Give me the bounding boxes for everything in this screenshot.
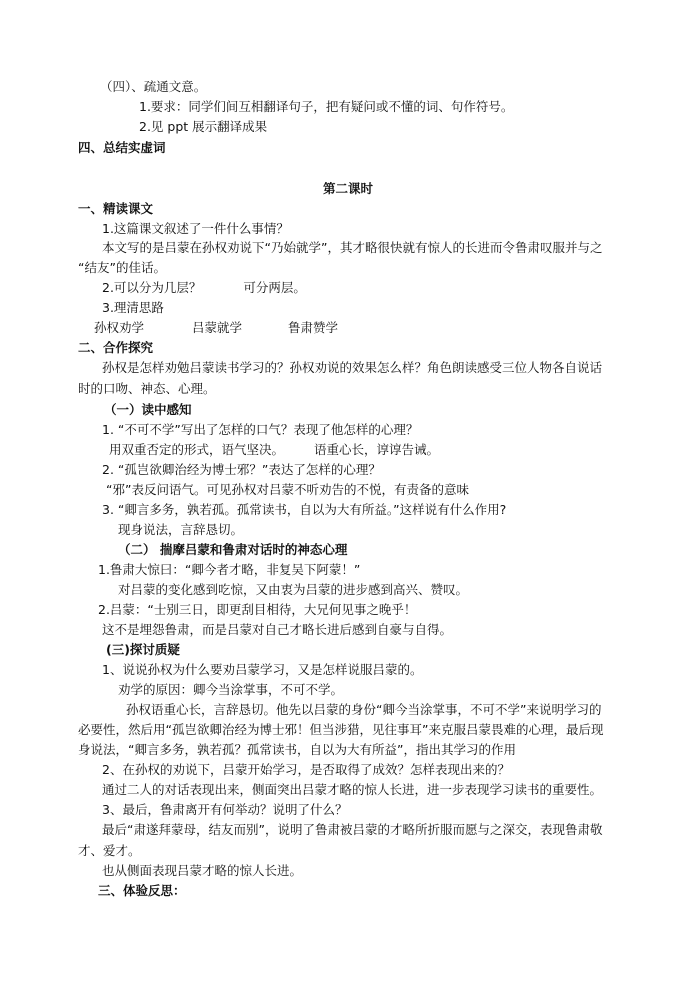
answer-1-line-1: 本文写的是吕蒙在孙权劝说下“乃始就学”，其才略很快就有惊人的长进而令鲁肃叹服并与之 — [102, 240, 603, 255]
discussion-answer-3-line-1: 最后“肃遂拜蒙母，结友而别”，说明了鲁肃被吕蒙的才略所折服而愿与之深交，表现鲁肃敬 — [102, 822, 603, 837]
dialogue-answer-2: 这不是埋怨鲁肃，而是吕蒙对自己才略长进后感到自豪与自得。 — [102, 622, 453, 637]
question-1: 1.这篇课文叙述了一件什么事情？ — [102, 221, 289, 236]
discussion-question-3: 3、最后，鲁肃离开有何举动？说明了什么？ — [102, 802, 348, 817]
answer-part: 语重心长，谆谆告诫。 — [313, 442, 439, 457]
perception-question-3: 3. “卿言多务，孰若孤。孤常读书，自以为大有所益。”这样说有什么作用? — [102, 502, 507, 517]
perception-answer-1 — [109, 441, 439, 459]
discussion-question-2: 2、在孙权的劝说下，吕蒙开始学习，是否取得了成效？怎样表现出来的？ — [102, 762, 510, 777]
ppt-item: 2.见 ppt 展示翻译成果 — [139, 119, 268, 134]
section-four-subheading: （四）、疏通文意。 — [100, 79, 207, 94]
discussion-answer-1b-line-2: 必要性，然后用“孤岂欲卿治经为博士邪！但当涉猎，见往事耳”来克服吕蒙畏难的心理，最后现 — [78, 722, 604, 737]
discussion-answer-3-line-2: 才、爱才。 — [78, 843, 141, 858]
reading-perception-heading: （一）读中感知 — [104, 402, 192, 417]
discussion-answer-1a: 劝学的原因：卿今当涂掌事，不可不学。 — [118, 682, 344, 697]
discussion-answer-3-extra: 也从侧面表现吕蒙才略的惊人长进。 — [102, 863, 303, 878]
dialogue-analysis-heading: （二） 揣摩吕蒙和鲁肃对话时的神态心理 — [118, 542, 348, 557]
requirement-item: 1.要求：同学们间互相翻译句子，把有疑问或不懂的词、句作符号。 — [139, 99, 514, 114]
perception-question-2: 2. “孤岂欲卿治经为博士邪？”表达了怎样的心理？ — [102, 462, 381, 477]
answer-part: 用双重否定的形式，语气坚决。 — [109, 442, 285, 457]
close-reading-heading: 一、精读课文 — [78, 201, 154, 216]
answer-1-line-2: “结友”的佳话。 — [78, 260, 166, 275]
question-2 — [102, 279, 306, 297]
dialogue-question-2: 2.吕蒙：“士别三日，即更刮目相待，大兄何见事之晚乎！ — [98, 602, 417, 617]
summary-heading: 四、总结实虚词 — [78, 140, 166, 155]
reflection-heading: 三、体验反思： — [98, 883, 186, 898]
flow-step: 鲁肃赞学 — [287, 320, 338, 335]
flow-step: 孙权劝学 — [94, 320, 145, 335]
discussion-answer-1b-line-1: 孙权语重心长，言辞恳切。他先以吕蒙的身份“卿今当涂掌事，不可不学”来说明学习的 — [126, 702, 602, 717]
thought-flow — [94, 319, 338, 337]
discussion-answer-2: 通过二人的对话表现出来，侧面突出吕蒙才略的惊人长进，进一步表现学习读书的重要性。 — [102, 782, 603, 797]
dialogue-answer-1: 对吕蒙的变化感到吃惊，又由衷为吕蒙的进步感到高兴、赞叹。 — [118, 582, 469, 597]
discussion-answer-1b-line-3: 身说法，“卿言多务，孰若孤？孤常读书，自以为大有所益”，指出其学习的作用 — [78, 742, 516, 757]
inquiry-intro-line-2: 时的口吻、神态、心理。 — [78, 381, 216, 396]
inquiry-intro-line-1: 孙权是怎样劝勉吕蒙读书学习的？孙权劝说的效果怎么样？角色朗读感受三位人物各自说话 — [102, 360, 603, 375]
cooperative-inquiry-heading: 二、合作探究 — [78, 340, 154, 355]
perception-answer-3: 现身说法，言辞恳切。 — [118, 522, 244, 537]
discussion-heading: (三)探讨质疑 — [106, 642, 180, 657]
perception-question-1: 1. “不可不学”写出了怎样的口气？表现了他怎样的心理？ — [102, 422, 419, 437]
question-2-text: 2.可以分为几层？ — [102, 280, 202, 295]
dialogue-question-1: 1.鲁肃大惊曰：“卿今者才略，非复吴下阿蒙！” — [98, 562, 361, 577]
lesson-two-title: 第二课时 — [322, 181, 373, 196]
discussion-question-1: 1、说说孙权为什么要劝吕蒙学习，又是怎样说服吕蒙的。 — [102, 662, 423, 677]
question-2-answer: 可分两层。 — [243, 280, 306, 295]
perception-answer-2: “邪”表反问语气。可见孙权对吕蒙不听劝告的不悦，有责备的意味 — [106, 482, 469, 497]
question-3: 3.理清思路 — [102, 300, 164, 315]
flow-step: 吕蒙就学 — [191, 320, 242, 335]
